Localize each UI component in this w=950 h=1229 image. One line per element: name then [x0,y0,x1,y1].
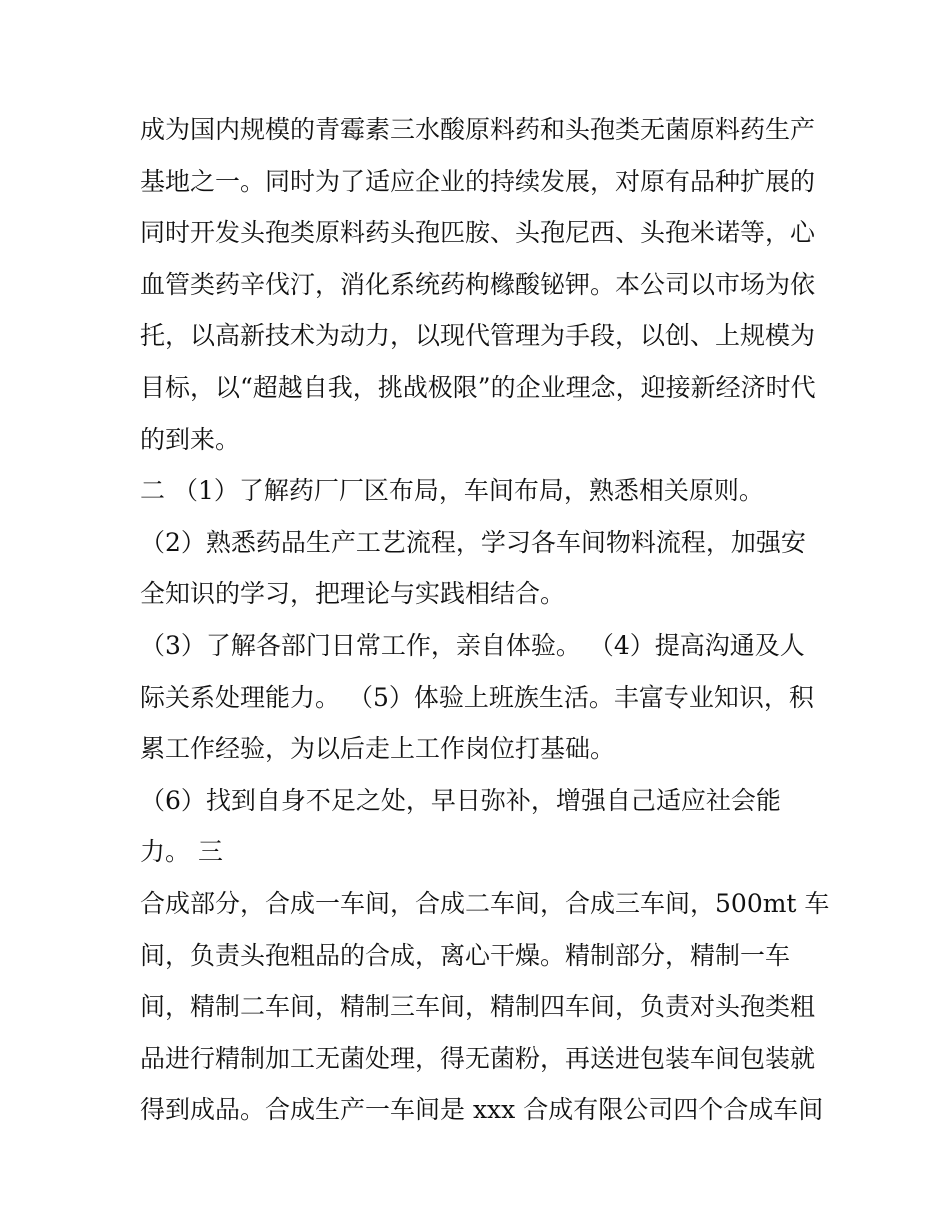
section-three-line: 力。 三 [140,837,223,867]
text-line: （3）了解各部门日常工作，亲自体验。 （4）提高沟通及人 [140,630,805,660]
text-line: 品进行精制加工无菌处理，得无菌粉，再送进包装车间包装就 [140,1043,816,1073]
text-line: 托，以高新技术为动力，以现代管理为手段，以创、上规模为 [140,321,816,351]
text-line: （2）熟悉药品生产工艺流程，学习各车间物料流程，加强安 [140,527,806,557]
text-line: 的到来。 [140,424,241,454]
text-line: 际关系处理能力。 （5）体验上班族生活。丰富专业知识，积 [140,682,814,712]
text-line: 目标，以“超越自我，挑战极限”的企业理念，迎接新经济时代 [140,372,816,402]
text-line: 成为国内规模的青霉素三水酸原料药和头孢类无菌原料药生产 [140,115,816,144]
section-two-line: 二 （1）了解药厂厂区布局，车间布局，熟悉相关原则。 [140,476,764,506]
text-line: 基地之一。同时为了适应企业的持续发展，对原有品种扩展的 [140,166,816,196]
document-body [140,104,830,1136]
text-line: （6）找到自身不足之处，早日弥补，增强自己适应社会能 [140,785,781,815]
text-line: 间，负责头孢粗品的合成，离心干燥。精制部分，精制一车 [140,940,791,970]
text-line: 同时开发头孢类原料药头孢匹胺、头孢尼西、头孢米诺等，心 [140,218,816,248]
text-line: 间，精制二车间，精制三车间，精制四车间，负责对头孢类粗 [140,992,816,1022]
text-line: 累工作经验，为以后走上工作岗位打基础。 [140,734,616,764]
text-line: 血管类药辛伐汀，消化系统药枸橼酸铋钾。本公司以市场为依 [140,269,816,299]
text-line: 合成部分，合成一车间，合成二车间，合成三车间，500mt 车 [140,888,830,918]
text-line: 得到成品。合成生产一车间是 xxx 合成有限公司四个合成车间 [140,1095,824,1125]
text-line: 全知识的学习，把理论与实践相结合。 [140,579,566,609]
